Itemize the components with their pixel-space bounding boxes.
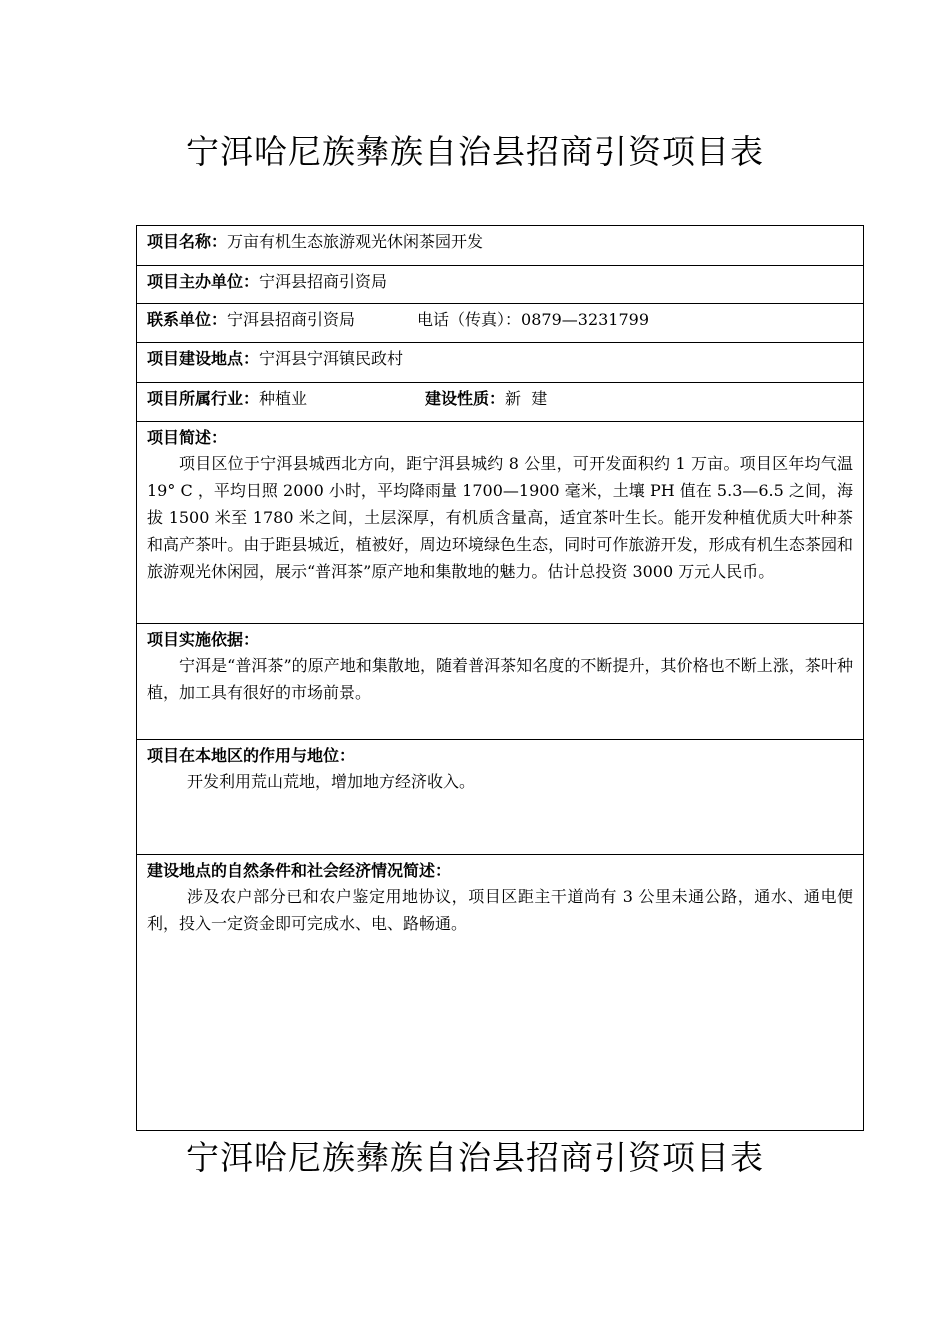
contact-value: 宁洱县招商引资局 [227,310,356,329]
location-row [137,343,863,383]
industry-value: 种植业 [259,389,308,408]
organizer-row [137,266,863,304]
project-name-label: 项目名称： [147,232,228,251]
location-value: 宁洱县宁洱镇民政村 [259,349,404,368]
conditions-section [137,855,863,1130]
summary-label: 项目简述： [147,428,228,447]
project-name-row [137,226,863,266]
organizer-label: 项目主办单位： [147,272,260,291]
contact-row [137,304,863,343]
basis-section [137,624,863,740]
location-label: 项目建设地点： [147,349,260,368]
conditions-label: 建设地点的自然条件和社会经济情况简述： [147,861,452,880]
document-title-repeat: 宁洱哈尼族彝族自治县招商引资项目表 [186,1138,764,1177]
industry-row [137,383,863,422]
contact-label: 联系单位： [147,310,228,329]
nature-label: 建设性质： [425,389,506,408]
phone-label: 电话（传真）： [417,310,522,329]
role-section [137,740,863,855]
nature-value: 新 建 [505,389,548,408]
basis-text: 宁洱是“普洱茶”的原产地和集散地，随着普洱茶知名度的不断提升，其价格也不断上涨，茶叶种植，加工具有很好的市场前景。 [147,656,853,702]
document-title: 宁洱哈尼族彝族自治县招商引资项目表 [186,132,764,171]
role-label: 项目在本地区的作用与地位： [147,746,356,765]
phone-value: 0879—3231799 [521,310,650,329]
summary-section [137,422,863,624]
organizer-value: 宁洱县招商引资局 [259,272,388,291]
project-name-value: 万亩有机生态旅游观光休闲茶园开发 [227,232,484,251]
industry-label: 项目所属行业： [147,389,260,408]
role-text: 开发利用荒山荒地，增加地方经济收入。 [187,772,476,791]
summary-text: 项目区位于宁洱县城西北方向，距宁洱县城约 8 公里，可开发面积约 1 万亩。项目区年均气温 19° C ，平均日照 2000 小时，平均降雨量 1700—1900 毫米，土壤 PH 值在 5.3—6.5 之间，海拔 1500 米至 1780 米之间，土层深厚，有机质含量高，适宜茶叶生长。能开发种植优质大叶种茶和高产茶叶。由于距县城近，植被好，周边环境绿色生态，同时可作旅游开发，形成有机生态茶园和旅游观光休闲园，展示“普洱茶”原产地和集散地的魅力。估计总投资 3000 万元人民币。 [147,454,853,581]
basis-label: 项目实施依据： [147,630,260,649]
conditions-text: 涉及农户部分已和农户鉴定用地协议，项目区距主干道尚有 3 公里未通公路，通水、通电便利，投入一定资金即可完成水、电、路畅通。 [147,887,853,933]
project-form-table [136,225,864,1131]
